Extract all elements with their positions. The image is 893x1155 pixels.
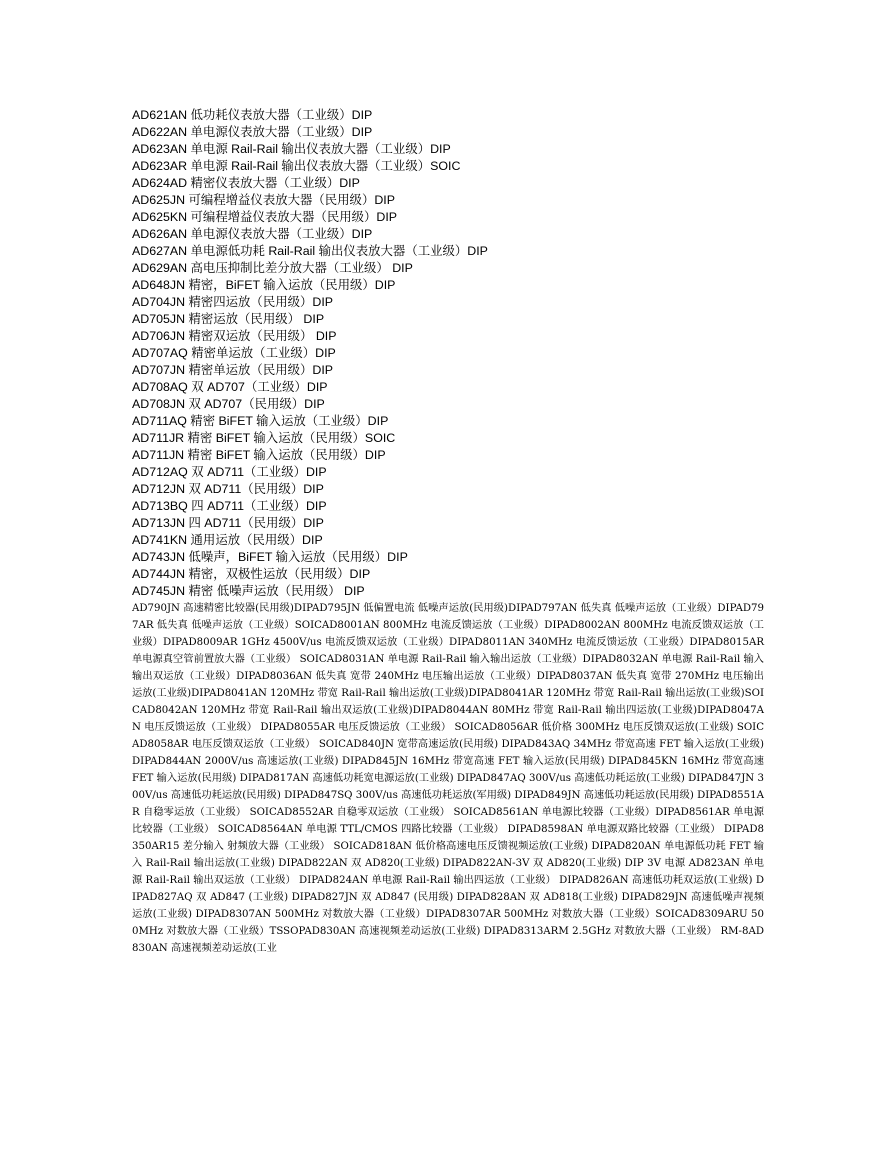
list-item: AD712AQ 双 AD711（工业级）DIP bbox=[132, 465, 327, 479]
list-item: AD745JN 精密 低噪声运放（民用级） DIP bbox=[132, 584, 365, 598]
list-item: AD621AN 低功耗仪表放大器（工业级）DIP bbox=[132, 108, 373, 122]
list-item: AD624AD 精密仪表放大器（工业级）DIP bbox=[132, 176, 360, 190]
list-item: AD622AN 单电源仪表放大器（工业级）DIP bbox=[132, 125, 373, 139]
list-item: AD743JN 低噪声，BiFET 输入运放（民用级）DIP bbox=[132, 550, 408, 564]
list-item: AD707AQ 精密单运放（工业级）DIP bbox=[132, 346, 336, 360]
dense-paragraph: AD790JN 高速精密比较器(民用级)DIPAD795JN 低偏置电流 低噪声运放(民用级)DIPAD797AN 低失真 低噪声运放（工业级）DIPAD797AR 低失真 低噪声运放（工业级）SOICAD8001AN 800MHz 电流反馈运放（工业级）DIPAD8002AN 800MHz 电流反馈双运放（工业级）DIPAD8009AR 1GHz 4500V/us 电流反馈双运放（工业级）DIPAD8011AN 340MHz 电流反馈运放（工业级）DIPAD8015AR 单电源真空管前置放大器（工业级） SOICAD8031AN 单电源 Rail-Rail 输入输出运放（工业级）DIPAD8032AN 单电源 Rail-Rail 输入输出双运放（工业级）DIPAD8036AN 低失真 宽带 240MHz 电压输出运放（工业级）DIPAD8037AN 低失真 宽带 270MHz 电压输出运放(工业级)DIPAD8041AN 120MHz 带宽 Rail-Rail 输出运放(工业级)DIPAD8041AR 120MHz 带宽 Rail-Rail 输出运放(工业级)SOICAD8042AN 120MHz 带宽 Rail-Rail 输出双运放(工业级)DIPAD8044AN 80MHz 带宽 Rail-Rail 输出四运放(工业级)DIPAD8047AN 电压反馈运放（工业级） DIPAD8055AR 电压反馈运放（工业级） SOICAD8056AR 低价格 300MHz 电压反馈双运放(工业级) SOICAD8058AR 电压反馈双运放（工业级） SOICAD840JN 宽带高速运放(民用级) DIPAD843AQ 34MHz 带宽高速 FET 输入运放(工业级) DIPAD844AN 2000V/us 高速运放(工业级) DIPAD845JN 16MHz 带宽高速 FET 输入运放(民用级) DIPAD845KN 16MHz 带宽高速 FET 输入运放(民用级) DIPAD817AN 高速低功耗宽电源运放(工业级) DIPAD847AQ 300V/us 高速低功耗运放(工业级) DIPAD847JN 300V/us 高速低功耗运放(民用级) DIPAD847SQ 300V/us 高速低功耗运放(军用级) DIPAD849JN 高速低功耗运放(民用级) DIPAD8551AR 自稳零运放（工业级） SOICAD8552AR 自稳零双运放（工业级） SOICAD8561AN 单电源比较器（工业级）DIPAD8561AR 单电源比较器（工业级） SOICAD8564AN 单电源 TTL/CMOS 四路比较器（工业级） DIPAD8598AN 单电源双路比较器（工业级） DIPAD8350AR15 差分输入 射频放大器（工业级） SOICAD818AN 低价格高速电压反馈视频运放(工业级) DIPAD820AN 单电源低功耗 FET 输入 Rail-Rail 输出运放(工业级) DIPAD822AN 双 AD820(工业级) DIPAD822AN-3V 双 AD820(工业级) DIP 3V 电源 AD823AN 单电源 Rail-Rail 输出双运放（工业级） DIPAD824AN 单电源 Rail-Rail 输出四运放（工业级） DIPAD826AN 高速低功耗双运放(工业级) DIPAD827AQ 双 AD847 (工业级) DIPAD827JN 双 AD847 (民用级) DIPAD828AN 双 AD818(工业级) DIPAD829JN 高速低噪声视频运放(工业级) DIPAD8307AN 500MHz 对数放大器（工业级）DIPAD8307AR 500MHz 对数放大器（工业级）SOICAD8309ARU 500MHz 对数放大器（工业级）TSSOPAD830AN 高速视频差动运放(工业级) DIPAD8313ARM 2.5GHz 对数放大器（工业级） RM-8AD830AN 高速视频差动运放(工业 bbox=[132, 603, 764, 954]
list-item: AD625KN 可编程增益仪表放大器（民用级）DIP bbox=[132, 210, 398, 224]
list-item: AD626AN 单电源仪表放大器（工业级）DIP bbox=[132, 227, 373, 241]
list-item: AD648JN 精密，BiFET 输入运放（民用级）DIP bbox=[132, 278, 396, 292]
list-item: AD713BQ 四 AD711（工业级）DIP bbox=[132, 499, 327, 513]
list-item: AD704JN 精密四运放（民用级）DIP bbox=[132, 295, 334, 309]
document-page bbox=[132, 107, 764, 957]
list-item: AD705JN 精密运放（民用级） DIP bbox=[132, 312, 325, 326]
list-item: AD629AN 高电压抑制比差分放大器（工业级） DIP bbox=[132, 261, 413, 275]
list-item: AD623AR 单电源 Rail-Rail 输出仪表放大器（工业级）SOIC bbox=[132, 159, 461, 173]
list-item: AD711AQ 精密 BiFET 输入运放（工业级）DIP bbox=[132, 414, 389, 428]
list-item: AD744JN 精密，双极性运放（民用级）DIP bbox=[132, 567, 371, 581]
list-item: AD711JN 精密 BiFET 输入运放（民用级）DIP bbox=[132, 448, 386, 462]
list-item: AD708AQ 双 AD707（工业级）DIP bbox=[132, 380, 328, 394]
list-item: AD623AN 单电源 Rail-Rail 输出仪表放大器（工业级）DIP bbox=[132, 142, 451, 156]
list-item: AD706JN 精密双运放（民用级） DIP bbox=[132, 329, 337, 343]
list-item: AD625JN 可编程增益仪表放大器（民用级）DIP bbox=[132, 193, 395, 207]
list-item: AD707JN 精密单运放（民用级）DIP bbox=[132, 363, 334, 377]
list-item: AD627AN 单电源低功耗 Rail-Rail 输出仪表放大器（工业级）DIP bbox=[132, 244, 488, 258]
list-item: AD741KN 通用运放（民用级）DIP bbox=[132, 533, 323, 547]
list-item: AD713JN 四 AD711（民用级）DIP bbox=[132, 516, 324, 530]
list-item: AD711JR 精密 BiFET 输入运放（民用级）SOIC bbox=[132, 431, 396, 445]
list-item: AD712JN 双 AD711（民用级）DIP bbox=[132, 482, 324, 496]
list-item: AD708JN 双 AD707（民用级）DIP bbox=[132, 397, 325, 411]
